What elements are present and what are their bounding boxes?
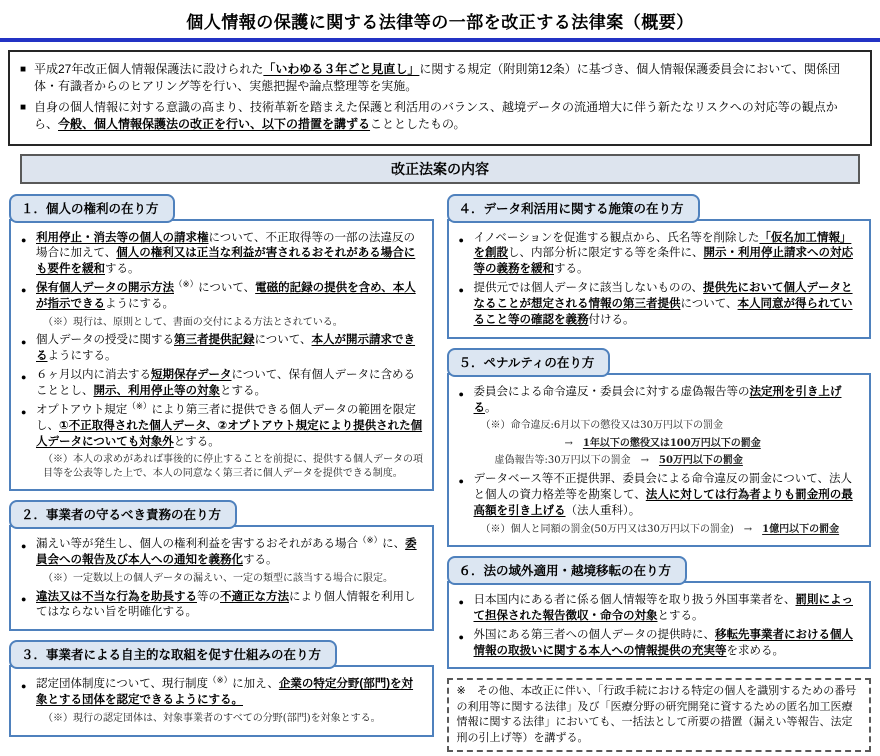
bullet-item — [457, 231, 862, 279]
text-segment: 付ける。 — [588, 313, 635, 326]
circle-bullet-icon: ● — [458, 631, 464, 642]
bullet-text — [36, 400, 424, 451]
text-segment: とする。 — [220, 384, 266, 397]
footnote-line — [43, 712, 424, 726]
text-segment: について、 — [680, 298, 738, 310]
text-segment: 漏えい等が発生し、個人の権利利益を害するおそれがある場合 — [36, 538, 358, 551]
bullet-text — [36, 537, 424, 569]
text-segment: 提供元では個人データに該当しないものの、 — [473, 282, 704, 295]
text-segment: について、 — [198, 282, 256, 295]
circle-bullet-icon: ● — [458, 475, 464, 486]
circle-bullet-icon: ● — [458, 597, 464, 608]
text-segment: 個人データの授受に関する — [36, 334, 174, 347]
section-6 — [447, 556, 872, 669]
circle-bullet-icon: ● — [21, 406, 27, 417]
text-segment: 1億円以下の罰金 — [762, 523, 840, 535]
text-segment: し、内部分析に限定する等を条件に、 — [508, 247, 704, 260]
bullet-item — [457, 385, 862, 417]
text-segment: （※） — [174, 279, 199, 290]
text-segment: により個人情報を利用してはならない旨を明確化する。 — [36, 590, 416, 619]
square-bullet-icon: ■ — [20, 64, 27, 75]
bullet-text — [474, 472, 862, 520]
circle-bullet-icon: ● — [458, 388, 464, 399]
bullet-item — [457, 472, 862, 520]
section-heading-tab: ５．ペナルティの在り方 — [447, 348, 611, 377]
bullet-text — [36, 677, 424, 709]
title-divider-rule — [0, 38, 880, 42]
circle-bullet-icon: ● — [21, 337, 27, 348]
bullet-text — [36, 231, 424, 279]
text-segment: 短期保存データ — [151, 369, 232, 382]
two-column-layout — [0, 194, 880, 752]
footnote-line — [43, 572, 424, 586]
text-segment: ①不正取得された個人データ、②オプトアウト規定により提供された個人データについても対象外 — [36, 419, 423, 448]
text-segment: （※） — [358, 535, 383, 546]
text-segment: する。 — [105, 263, 140, 276]
footnote-line — [495, 454, 862, 468]
text-segment: 認定団体制度について、現行制度 — [36, 678, 209, 691]
circle-bullet-icon: ● — [458, 285, 464, 296]
text-segment: ※ その他、本改正に伴い、「行政手続における特定の個人を識別するための番号の利用等に関する法律」及び「医療分野の研究開発に資するための匿名加工医療情報に関する法律」においても、一括法として所要の措置（漏えい等報告、法定刑の引上げ等）を講ずる。 — [456, 685, 857, 744]
section-1 — [9, 194, 434, 492]
section-2 — [9, 500, 434, 631]
text-segment: 委員会による命令違反・委員会に対する虚偽報告等の — [473, 385, 750, 398]
bullet-item — [457, 281, 862, 329]
footnote-line — [481, 419, 862, 433]
intro-summary-box — [8, 50, 872, 146]
text-segment: 「いわゆる３年ごと見直し」 — [263, 62, 420, 76]
bullet-item — [19, 333, 424, 365]
text-segment: ６ヶ月以内に消去する — [36, 369, 151, 382]
text-segment: 電磁的記録の提供を含め、本人が指示できる — [36, 282, 416, 310]
text-segment: オプトアウト規定 — [36, 403, 128, 416]
bullet-text — [36, 368, 424, 400]
bullet-text — [474, 385, 862, 417]
text-segment: 利用停止・消去等の個人の請求権 — [36, 231, 209, 244]
text-segment: 個人の権利又は正当な利益が害されるおそれがある場合にも要件を緩和 — [36, 247, 416, 276]
footnote-line — [43, 316, 424, 330]
bullet-item — [457, 628, 862, 660]
intro-bullet-text — [34, 99, 860, 134]
section-content-box — [9, 219, 434, 492]
bullet-text — [36, 590, 424, 622]
text-segment: → — [564, 437, 583, 449]
bullet-text — [36, 281, 424, 313]
bullet-item — [19, 281, 424, 313]
bullet-item — [19, 368, 424, 400]
text-segment: 50万円以下の罰金 — [658, 455, 743, 467]
bullet-text — [474, 593, 862, 625]
text-segment: とする。 — [173, 435, 220, 448]
text-segment: 外国にある第三者への個人データの提供時に、 — [473, 628, 715, 641]
circle-bullet-icon: ● — [21, 372, 27, 383]
section-content-box — [447, 373, 872, 547]
text-segment: に加え、 — [232, 678, 279, 691]
section-heading-tab: １．個人の権利の在り方 — [9, 194, 175, 223]
square-bullet-icon: ■ — [20, 101, 27, 113]
text-segment: 法定刑を引き上げる — [473, 385, 842, 414]
text-segment: について、不正取得等の一部の法違反の場合に加えて、 — [36, 231, 416, 260]
section-content-box — [447, 219, 872, 339]
circle-bullet-icon: ● — [21, 541, 27, 552]
content-header-bar: 改正法案の内容 — [20, 154, 860, 184]
page-title: 個人情報の保護に関する法律等の一部を改正する法律案（概要） — [186, 13, 694, 32]
text-segment: （※）現行の認定団体は、対象事業者のすべての分野(部門)を対象とする。 — [43, 713, 381, 725]
section-3 — [9, 640, 434, 736]
text-segment: について、 — [254, 334, 312, 347]
text-segment: 平成27年改正個人情報保護法に設けられた — [34, 62, 264, 76]
footnote-line — [43, 453, 424, 480]
section-4 — [447, 194, 872, 339]
bullet-item — [19, 677, 424, 709]
text-segment: について、保有個人データに含めることとし、 — [36, 369, 416, 397]
bullet-text — [474, 231, 862, 279]
text-segment: 自身の個人情報に対する意識の高まり、技術革新を踏まえた保護と利活用のバランス、越境データの流通増大に伴う新たなリスクへの対応等の観点から、 — [34, 99, 838, 132]
text-segment: （※）一定数以上の個人データの漏えい、一定の類型に該当する場合に限定。 — [43, 573, 393, 585]
intro-bullet — [20, 61, 860, 96]
footnote-line — [565, 437, 862, 451]
circle-bullet-icon: ● — [21, 234, 27, 245]
text-segment: 今般、個人情報保護法の改正を行い、以下の措置を講ずる — [58, 117, 371, 132]
text-segment: （※）個人と同額の罰金(50万円又は30万円以下の罰金) → — [480, 523, 763, 535]
section-5 — [447, 348, 872, 547]
text-segment: 移転先事業者における個人情報の取扱いに関する本人への情報提供の充実等 — [473, 628, 853, 657]
circle-bullet-icon: ● — [21, 593, 27, 604]
bullet-item — [19, 400, 424, 451]
text-segment: 違法又は不当な行為を助長する — [36, 590, 197, 603]
bullet-item — [19, 231, 424, 279]
right-column — [447, 194, 872, 752]
section-heading-tab: ４．データ利活用に関する施策の在り方 — [447, 194, 700, 223]
text-segment: する。 — [243, 554, 278, 567]
text-segment: 虚偽報告等:30万円以下の罰金 → — [494, 455, 659, 467]
text-segment: 1年以下の懲役又は100万円以下の罰金 — [582, 437, 761, 449]
text-segment: 提供先において個人データとなることが想定される情報の第三者提供 — [473, 282, 853, 310]
text-segment: 保有個人データの開示方法 — [36, 282, 174, 295]
footnote-line — [481, 523, 862, 537]
bullet-text — [36, 333, 424, 365]
text-segment: 等の — [197, 590, 220, 603]
bottom-note-box — [447, 678, 872, 752]
circle-bullet-icon: ● — [21, 285, 27, 296]
text-segment: 「仮名加工情報」を創設 — [473, 231, 852, 260]
section-heading-tab: ３．事業者による自主的な取組を促す仕組みの在り方 — [9, 640, 337, 669]
left-column — [9, 194, 434, 746]
text-segment: 開示・利用停止請求への対応等の義務を緩和 — [473, 247, 853, 276]
text-segment: ようにする。 — [47, 350, 117, 363]
circle-bullet-icon: ● — [458, 234, 464, 245]
text-segment: 罰則によって担保された報告徴収・命令の対象 — [473, 594, 853, 622]
text-segment: （※）現行は、原則として、書面の交付による方法とされている。 — [43, 316, 343, 328]
text-segment: ようにする。 — [105, 298, 174, 310]
text-segment: 日本国内にある者に係る個人情報等を取り扱う外国事業者を、 — [473, 594, 796, 607]
intro-bullet-text — [34, 61, 860, 96]
section-content-box — [9, 665, 434, 736]
text-segment: イノベーションを促進する観点から、氏名等を削除した — [473, 231, 760, 244]
text-segment: 開示、利用停止等の対象 — [93, 384, 220, 397]
intro-bullet — [20, 99, 860, 134]
section-heading-tab: ２．事業者の守るべき責務の在り方 — [9, 500, 237, 529]
text-segment: に、 — [382, 538, 406, 551]
text-segment: （※）命令違反:6月以下の懲役又は30万円以下の罰金 — [480, 420, 723, 432]
section-heading-tab: ６．法の域外適用・越境移転の在り方 — [447, 556, 688, 585]
text-segment: に関する規定（附則第12条）に基づき、個人情報保護委員会において、関係団体・有識者からのヒアリング等を行い、実態把握や論点整理等を実施。 — [34, 62, 841, 94]
text-segment: （※） — [208, 675, 233, 686]
text-segment: 本人が開示請求できる — [36, 334, 416, 363]
text-segment: （※） — [127, 400, 152, 411]
bullet-item — [19, 590, 424, 622]
text-segment: とする。 — [657, 609, 704, 622]
bullet-item — [19, 537, 424, 569]
text-segment: を求める。 — [726, 644, 784, 657]
text-segment: 。 — [485, 401, 497, 414]
bullet-item — [457, 593, 862, 625]
bullet-text — [474, 628, 862, 660]
section-content-box — [9, 525, 434, 631]
text-segment: こととしたもの。 — [370, 117, 466, 132]
text-segment: （※）本人の求めがあれば事後的に停止することを前提に、提供する個人データの項目等を公表等した上で、本人の同意なく第三者に個人データを提供できる制度。 — [43, 454, 423, 479]
bullet-text — [474, 281, 862, 329]
text-segment: 不適正な方法 — [220, 590, 289, 603]
circle-bullet-icon: ● — [21, 681, 27, 692]
text-segment: 第三者提供記録 — [174, 334, 255, 347]
text-segment: （法人重科）。 — [565, 504, 641, 517]
text-segment: データベース等不正提供罪、委員会による命令違反の罰金について、法人と個人の資力格差等を勘案して、 — [473, 472, 852, 501]
text-segment: 法人に対しては行為者よりも罰金刑の最高額を引き上げる — [473, 488, 853, 517]
text-segment: 委員会への報告及び本人への通知を義務化 — [36, 538, 417, 567]
section-content-box — [447, 581, 872, 669]
text-segment: 企業の特定分野(部門)を対象とする団体を認定できるようにする。 — [36, 678, 414, 707]
text-segment: 本人同意が得られていること等の確認を義務 — [473, 298, 853, 326]
text-segment: により第三者に提供できる個人データの範囲を限定し、 — [36, 403, 416, 432]
text-segment: する。 — [554, 263, 589, 276]
